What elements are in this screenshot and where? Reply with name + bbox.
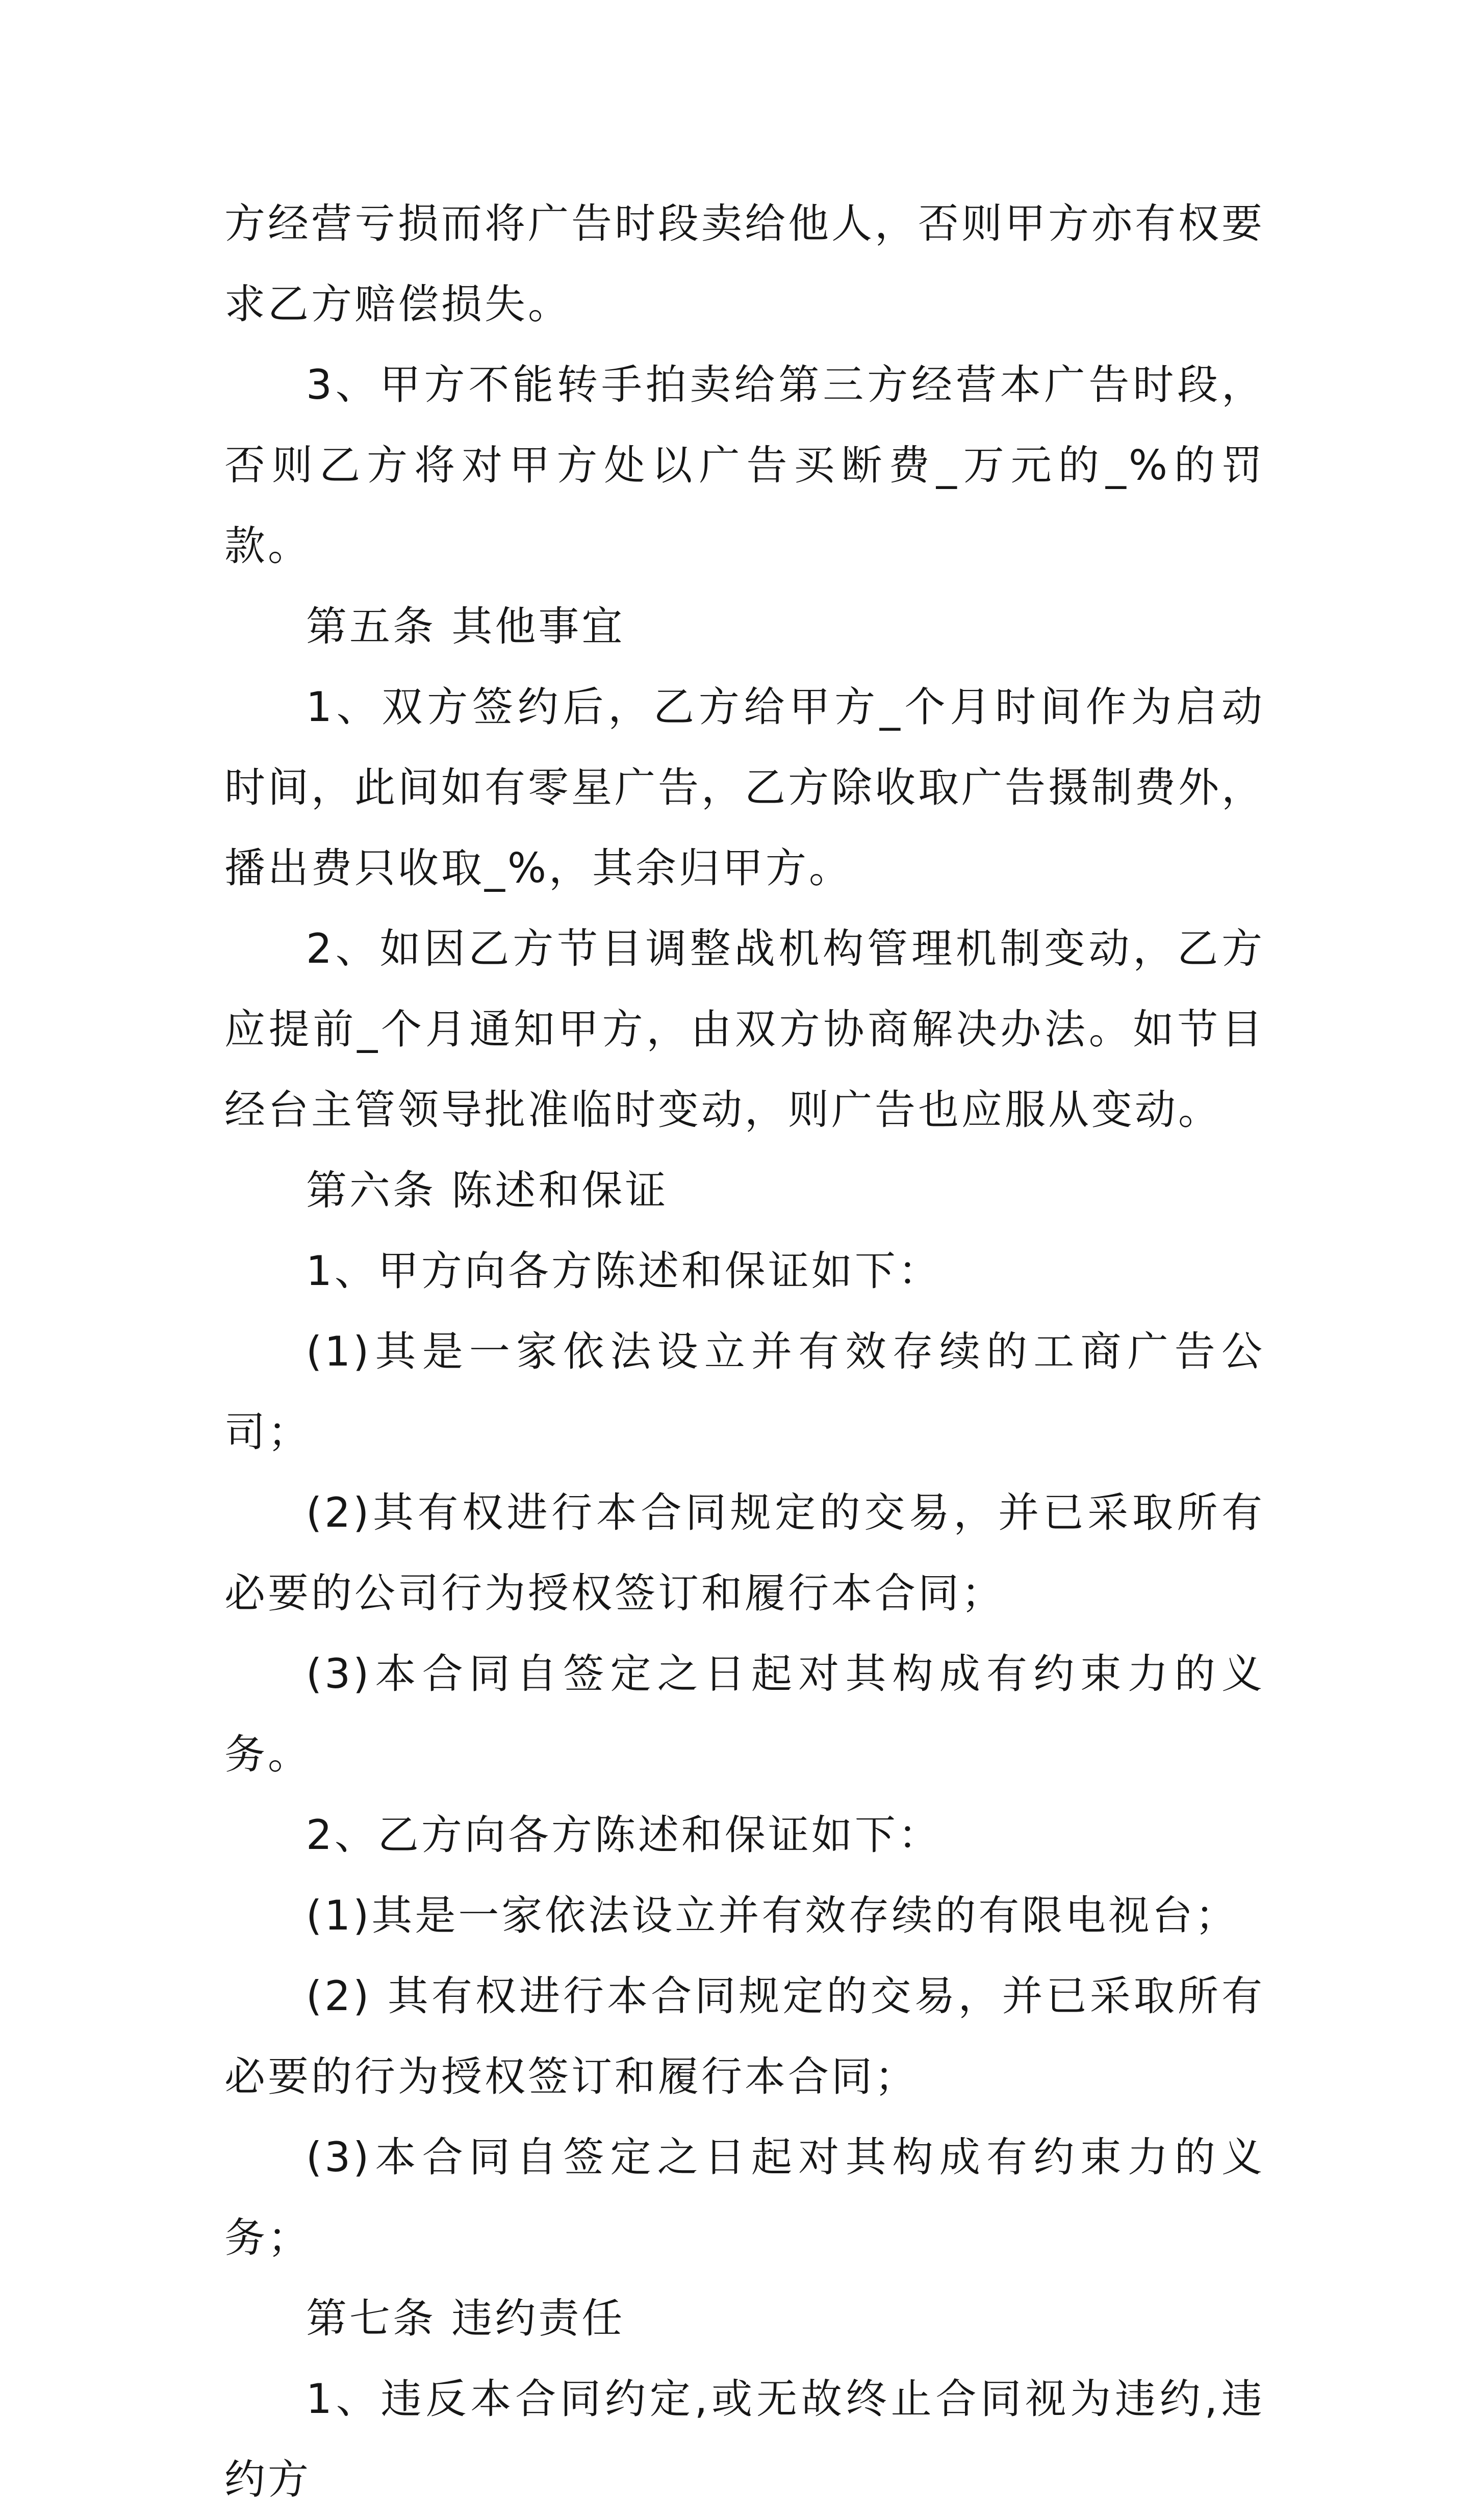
paragraph-clause-7-1: 1、违反本合同约定,或无故终止合同视为违约,违约方: [224, 2375, 1265, 2503]
paragraph-clause-6-1-2: (2)其有权进行本合同规定的交易，并已采取所有必要的公司行为授权签订和履行本合同；: [224, 1489, 1265, 1617]
article-5-heading: 第五条 其他事宜: [306, 603, 625, 650]
paragraph-clause-5-1: 1、双方签约后，乙方给甲方_个月时间作为启动时间，此间如有零星广告，乙方除收取广告摄制费外，播出费只收取_%，其余归甲方。: [224, 683, 1265, 892]
paragraph-clause-6-1: 1、甲方向各方陈述和保证如下：: [306, 1247, 941, 1295]
paragraph-clause-6-2-3: (3)本合同自签定之日起对其构成有约束力的义务；: [224, 2133, 1265, 2261]
article-6-heading: 第六条 陈述和保证: [306, 1167, 669, 1214]
document-body: [224, 184, 1265, 2520]
paragraph-clause-5-2: 2、如因乙方节目调整战机构管理机制变动，乙方应提前_个月通知甲方，由双方协商解决办法。如节目经台主管领导批准临时变动，则广告也应服从变动。: [224, 925, 1265, 1134]
paragraph-clause-6-1-1: (1)其是一家依法设立并有效存续的工商广告公司；: [224, 1328, 1265, 1456]
paragraph-clause-6-2-2: (2) 其有权进行本合同规定的交易，并已采取所有必要的行为授权签订和履行本合同；: [224, 1972, 1265, 2100]
paragraph-clause-6-2: 2、乙方向各方陈述和保证如下：: [306, 1811, 941, 1859]
paragraph-clause-6-1-3: (3)本合同自签定之日起对其构成有约束力的义务。: [224, 1650, 1265, 1778]
paragraph-clause-4-3: 3、甲方不能转手拍卖给第三方经营本广告时段，否则乙方将对甲方处以广告买断费_万元的_%的罚款。: [224, 361, 1265, 570]
paragraph-continuation: 方经营亏损而将广告时段卖给他人，否则甲方亦有权要求乙方赔偿损失。: [224, 200, 1265, 328]
article-7-heading: 第七条 违约责任: [306, 2295, 625, 2342]
paragraph-clause-6-2-1: (1)其是一家依法设立并有效存续的有限电视台；: [306, 1892, 1239, 1939]
